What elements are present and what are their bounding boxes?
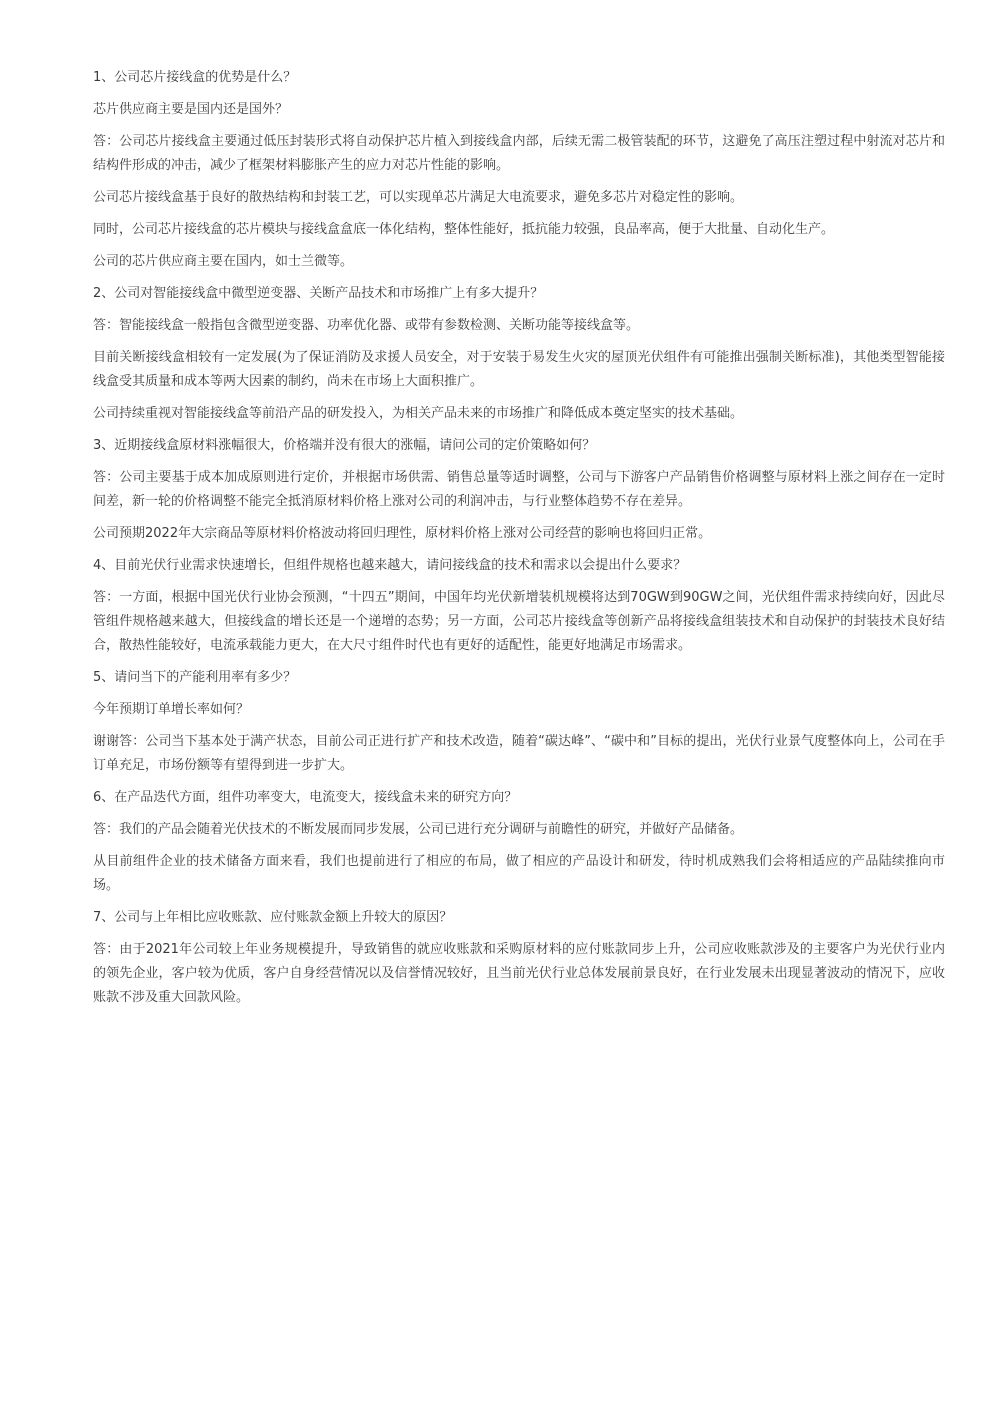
answer-2: 答：智能接线盒一般指包含微型逆变器、功率优化器、或带有参数检测、关断功能等接线盒等。 [93, 318, 640, 333]
question-7: 7、公司与上年相比应收账款、应付账款金额上升较大的原因？ [93, 910, 453, 925]
question-1b: 芯片供应商主要是国内还是国外？ [93, 102, 289, 117]
answer-5: 谢谢答：公司当下基本处于满产状态，目前公司正进行扩产和技术改造，随着“碳达峰”、“碳中和”目标的提出，光伏行业景气度整体向上，公司在手订单充足，市场份额等有望得到进一步扩大。 [93, 734, 945, 773]
question-5b: 今年预期订单增长率如何？ [93, 702, 250, 717]
document-body [93, 66, 945, 1018]
question-5: 5、请问当下的产能利用率有多少？ [93, 670, 297, 685]
answer-4: 答：一方面，根据中国光伏行业协会预测，“十四五”期间，中国年均光伏新增装机规模将达到70GW到90GW之间，光伏组件需求持续向好，因此尽管组件规格越来越大，但接线盒的增长还是一个递增的态势；另一方面，公司芯片接线盒等创新产品将接线盒组装技术和自动保护的封装技术良好结合，散热性能较好，电流承载能力更大，在大尺寸组件时代也有更好的适配性，能更好地满足市场需求。 [93, 590, 945, 653]
answer-3-para: 公司预期2022年大宗商品等原材料价格波动将回归理性，原材料价格上涨对公司经营的影响也将回归正常。 [93, 526, 712, 541]
answer-2-para: 目前关断接线盒相较有一定发展(为了保证消防及求援人员安全，对于安装于易发生火灾的屋顶光伏组件有可能推出强制关断标准)，其他类型智能接线盒受其质量和成本等两大因素的制约，尚未在市场上大面积推广。 [93, 350, 945, 389]
answer-6: 答：我们的产品会随着光伏技术的不断发展而同步发展，公司已进行充分调研与前瞻性的研究，并做好产品储备。 [93, 822, 744, 837]
answer-1-para: 同时，公司芯片接线盒的芯片模块与接线盒盒底一体化结构，整体性能好，抵抗能力较强，良品率高，便于大批量、自动化生产。 [93, 222, 835, 237]
question-2: 2、公司对智能接线盒中微型逆变器、关断产品技术和市场推广上有多大提升？ [93, 286, 544, 301]
question-4: 4、目前光伏行业需求快速增长，但组件规格也越来越大，请问接线盒的技术和需求以会提出什么要求？ [93, 558, 687, 573]
answer-1-para: 公司芯片接线盒基于良好的散热结构和封装工艺，可以实现单芯片满足大电流要求，避免多芯片对稳定性的影响。 [93, 190, 744, 205]
question-3: 3、近期接线盒原材料涨幅很大，价格端并没有很大的涨幅，请问公司的定价策略如何？ [93, 438, 596, 453]
answer-6-para: 从目前组件企业的技术储备方面来看，我们也提前进行了相应的布局，做了相应的产品设计和研发，待时机成熟我们会将相适应的产品陆续推向市场。 [93, 854, 945, 893]
answer-1: 答：公司芯片接线盒主要通过低压封装形式将自动保护芯片植入到接线盒内部，后续无需二极管装配的环节，这避免了高压注塑过程中射流对芯片和结构件形成的冲击，减少了框架材料膨胀产生的应力对芯片性能的影响。 [93, 134, 945, 173]
answer-7: 答：由于2021年公司较上年业务规模提升，导致销售的就应收账款和采购原材料的应付账款同步上升，公司应收账款涉及的主要客户为光伏行业内的领先企业，客户较为优质，客户自身经营情况以及信誉情况较好，且当前光伏行业总体发展前景良好，在行业发展未出现显著波动的情况下，应收账款不涉及重大回款风险。 [93, 942, 945, 1005]
answer-3: 答：公司主要基于成本加成原则进行定价，并根据市场供需、销售总量等适时调整，公司与下游客户产品销售价格调整与原材料上涨之间存在一定时间差，新一轮的价格调整不能完全抵消原材料价格上涨对公司的利润冲击，与行业整体趋势不存在差异。 [93, 470, 945, 509]
answer-2-para: 公司持续重视对智能接线盒等前沿产品的研发投入，为相关产品未来的市场推广和降低成本奠定坚实的技术基础。 [93, 406, 744, 421]
answer-1-para: 公司的芯片供应商主要在国内，如士兰微等。 [93, 254, 354, 269]
question-6: 6、在产品迭代方面，组件功率变大，电流变大，接线盒未来的研究方向？ [93, 790, 518, 805]
question-1: 1、公司芯片接线盒的优势是什么？ [93, 70, 297, 85]
